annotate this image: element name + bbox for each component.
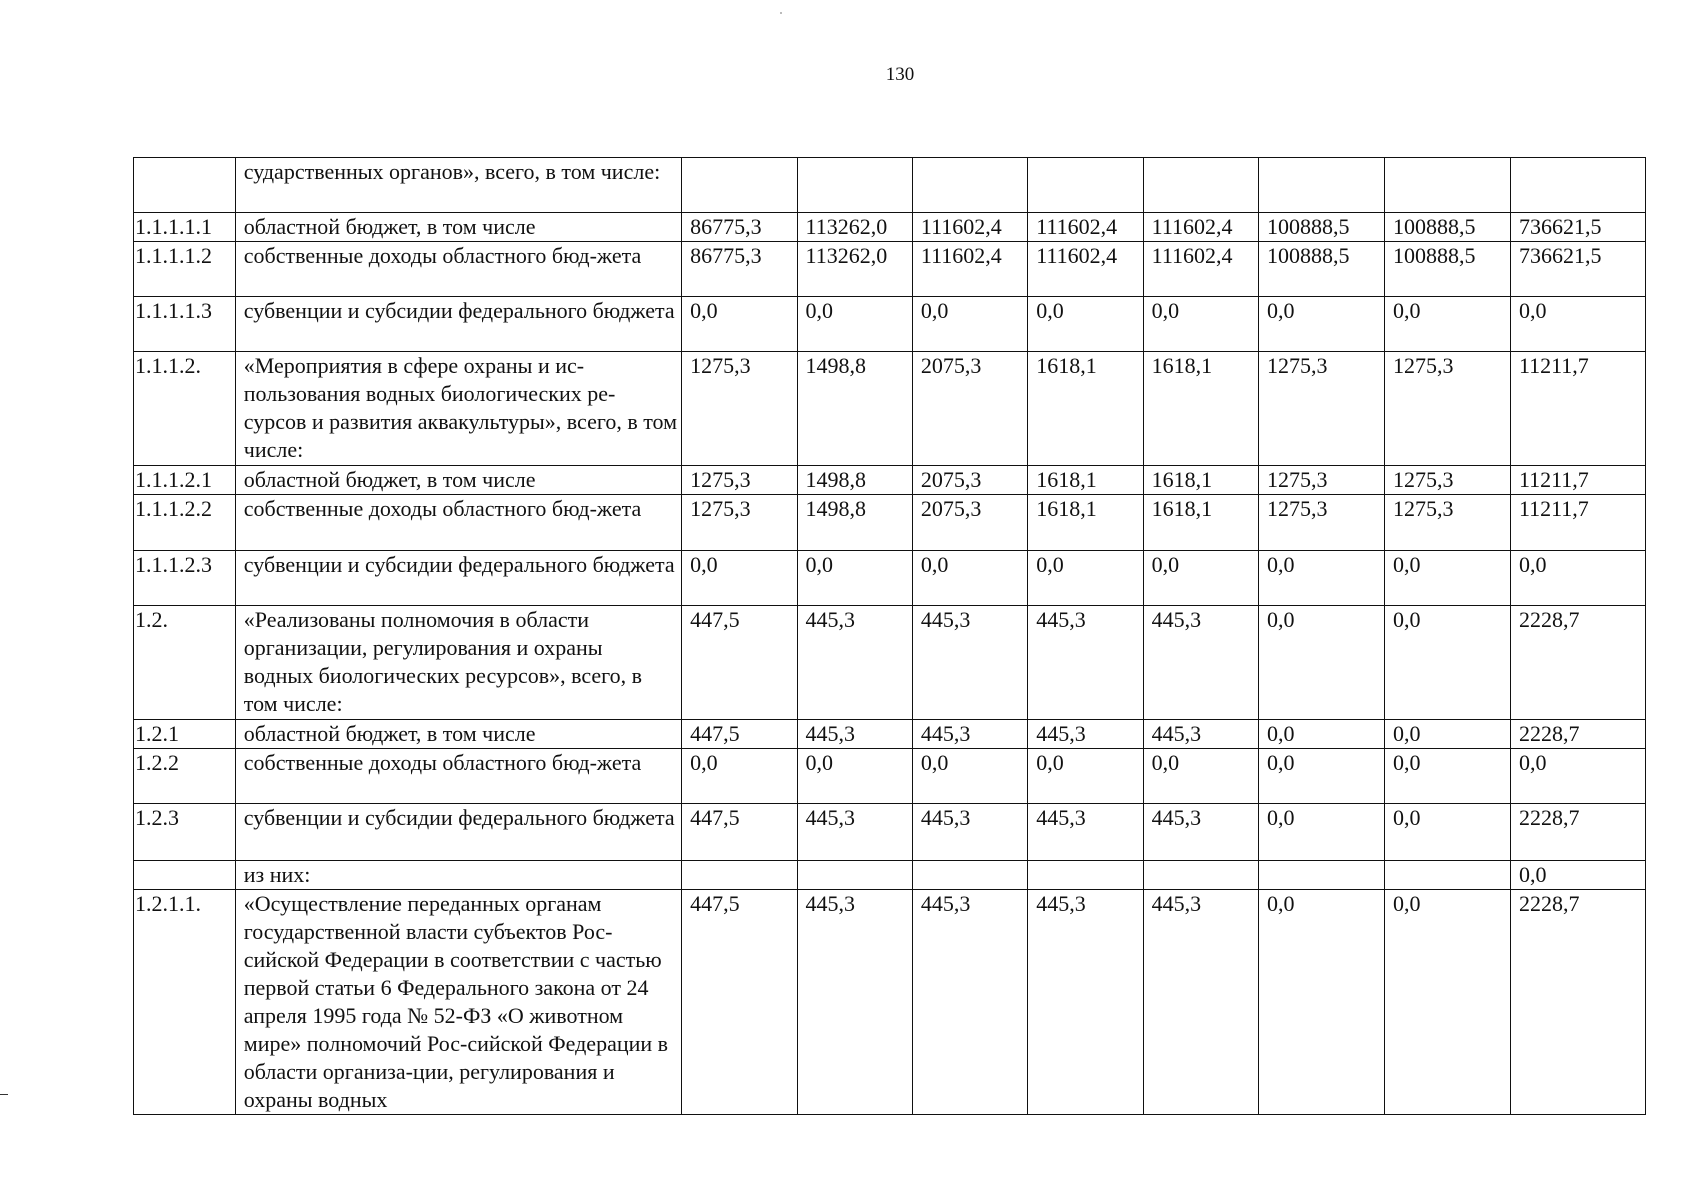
- value-cell: 0,0: [912, 749, 1027, 804]
- value-cell: 1618,1: [1143, 352, 1258, 466]
- page-number: 130: [885, 64, 915, 85]
- value-cell: 1618,1: [1028, 352, 1143, 466]
- value-cell: 445,3: [912, 720, 1027, 749]
- table-row: [134, 466, 1646, 495]
- row-code: 1.1.1.2.3: [134, 551, 236, 606]
- table-row: [134, 297, 1646, 352]
- value-cell: 111602,4: [1028, 242, 1143, 297]
- row-name: субвенции и субсидии федерального бюджета: [235, 297, 681, 352]
- value-cell: 0,0: [1143, 749, 1258, 804]
- value-cell: 111602,4: [912, 213, 1027, 242]
- value-cell: 447,5: [682, 890, 797, 1115]
- value-cell: 111602,4: [1143, 213, 1258, 242]
- value-cell: 100888,5: [1259, 213, 1385, 242]
- value-cell: 2228,7: [1510, 606, 1645, 720]
- value-cell: 445,3: [912, 890, 1027, 1115]
- row-code: 1.1.1.1.3: [134, 297, 236, 352]
- value-cell: [1510, 158, 1645, 213]
- row-code: 1.1.1.2.: [134, 352, 236, 466]
- table-row: [134, 158, 1646, 213]
- value-cell: 2075,3: [912, 466, 1027, 495]
- value-cell: 100888,5: [1384, 242, 1510, 297]
- value-cell: 2075,3: [912, 352, 1027, 466]
- value-cell: 86775,3: [682, 242, 797, 297]
- value-cell: 0,0: [1259, 749, 1385, 804]
- value-cell: 1275,3: [1259, 495, 1385, 551]
- value-cell: 1618,1: [1143, 466, 1258, 495]
- value-cell: 0,0: [1510, 297, 1645, 352]
- value-cell: 445,3: [1143, 606, 1258, 720]
- budget-table: [133, 157, 1646, 1115]
- value-cell: 445,3: [912, 606, 1027, 720]
- table-row: [134, 213, 1646, 242]
- value-cell: 86775,3: [682, 213, 797, 242]
- value-cell: 0,0: [1510, 551, 1645, 606]
- value-cell: 445,3: [797, 804, 912, 861]
- value-cell: 0,0: [1384, 551, 1510, 606]
- value-cell: 0,0: [1510, 861, 1645, 890]
- value-cell: 0,0: [1143, 551, 1258, 606]
- value-cell: 111602,4: [1143, 242, 1258, 297]
- value-cell: 1618,1: [1028, 466, 1143, 495]
- value-cell: 0,0: [797, 749, 912, 804]
- value-cell: [682, 158, 797, 213]
- table-row: [134, 551, 1646, 606]
- value-cell: 2228,7: [1510, 804, 1645, 861]
- value-cell: 0,0: [682, 551, 797, 606]
- value-cell: 447,5: [682, 606, 797, 720]
- value-cell: 1275,3: [682, 352, 797, 466]
- value-cell: 2075,3: [912, 495, 1027, 551]
- row-name: «Мероприятия в сфере охраны и ис-пользования водных биологических ре-сурсов и развития аквакультуры», всего, в том числе:: [235, 352, 681, 466]
- value-cell: 445,3: [1028, 804, 1143, 861]
- row-code: 1.2.: [134, 606, 236, 720]
- value-cell: 100888,5: [1259, 242, 1385, 297]
- value-cell: 0,0: [912, 551, 1027, 606]
- row-name: сударственных органов», всего, в том числе:: [235, 158, 681, 213]
- value-cell: 0,0: [912, 297, 1027, 352]
- value-cell: 445,3: [1028, 890, 1143, 1115]
- value-cell: 0,0: [682, 749, 797, 804]
- row-name: субвенции и субсидии федерального бюджета: [235, 551, 681, 606]
- value-cell: [1384, 861, 1510, 890]
- value-cell: 1498,8: [797, 466, 912, 495]
- value-cell: 1275,3: [1259, 352, 1385, 466]
- table-row: [134, 720, 1646, 749]
- value-cell: 0,0: [1384, 890, 1510, 1115]
- value-cell: 445,3: [1028, 720, 1143, 749]
- row-name: «Осуществление переданных органам государственной власти субъектов Рос-сийской Федерации в соответствии с частью первой статьи 6 Федерального закона от 24 апреля 1995 года № 52-ФЗ «О животном мире» полномочий Рос-сийской Федерации в области организа-ции, регулирования и охраны водных: [235, 890, 681, 1115]
- row-code: [134, 158, 236, 213]
- value-cell: 0,0: [1259, 720, 1385, 749]
- value-cell: [797, 861, 912, 890]
- value-cell: 11211,7: [1510, 495, 1645, 551]
- scan-speck: [780, 12, 782, 14]
- value-cell: 100888,5: [1384, 213, 1510, 242]
- value-cell: 11211,7: [1510, 466, 1645, 495]
- row-name: собственные доходы областного бюд-жета: [235, 242, 681, 297]
- value-cell: 11211,7: [1510, 352, 1645, 466]
- value-cell: 1618,1: [1028, 495, 1143, 551]
- value-cell: 0,0: [1384, 749, 1510, 804]
- value-cell: [1028, 158, 1143, 213]
- value-cell: 0,0: [797, 551, 912, 606]
- value-cell: 445,3: [797, 606, 912, 720]
- value-cell: [912, 158, 1027, 213]
- value-cell: [1384, 158, 1510, 213]
- value-cell: [1143, 158, 1258, 213]
- margin-mark: [0, 1094, 8, 1095]
- value-cell: [1028, 861, 1143, 890]
- value-cell: 0,0: [1143, 297, 1258, 352]
- value-cell: 1498,8: [797, 495, 912, 551]
- value-cell: [797, 158, 912, 213]
- value-cell: [1259, 158, 1385, 213]
- value-cell: 0,0: [682, 297, 797, 352]
- value-cell: 1618,1: [1143, 495, 1258, 551]
- value-cell: 0,0: [797, 297, 912, 352]
- value-cell: [912, 861, 1027, 890]
- row-code: 1.1.1.1.2: [134, 242, 236, 297]
- value-cell: 113262,0: [797, 213, 912, 242]
- row-code: 1.2.1: [134, 720, 236, 749]
- row-code: 1.2.2: [134, 749, 236, 804]
- row-code: 1.1.1.2.1: [134, 466, 236, 495]
- row-name: собственные доходы областного бюд-жета: [235, 749, 681, 804]
- value-cell: 1275,3: [682, 466, 797, 495]
- row-name: из них:: [235, 861, 681, 890]
- value-cell: 1275,3: [1384, 466, 1510, 495]
- table-row: [134, 861, 1646, 890]
- value-cell: 0,0: [1384, 297, 1510, 352]
- table-body: [134, 158, 1646, 1115]
- row-name: субвенции и субсидии федерального бюджета: [235, 804, 681, 861]
- row-name: областной бюджет, в том числе: [235, 213, 681, 242]
- row-code: 1.1.1.2.2: [134, 495, 236, 551]
- value-cell: 447,5: [682, 804, 797, 861]
- value-cell: [682, 861, 797, 890]
- value-cell: 445,3: [912, 804, 1027, 861]
- table-row: [134, 352, 1646, 466]
- value-cell: 445,3: [1028, 606, 1143, 720]
- row-code: 1.2.1.1.: [134, 890, 236, 1115]
- value-cell: 1275,3: [1259, 466, 1385, 495]
- value-cell: 736621,5: [1510, 213, 1645, 242]
- value-cell: 2228,7: [1510, 890, 1645, 1115]
- value-cell: 2228,7: [1510, 720, 1645, 749]
- value-cell: 445,3: [797, 890, 912, 1115]
- value-cell: 0,0: [1384, 720, 1510, 749]
- table-row: [134, 495, 1646, 551]
- table-row: [134, 804, 1646, 861]
- value-cell: 0,0: [1028, 749, 1143, 804]
- value-cell: 447,5: [682, 720, 797, 749]
- value-cell: [1259, 861, 1385, 890]
- row-name: областной бюджет, в том числе: [235, 466, 681, 495]
- value-cell: 111602,4: [912, 242, 1027, 297]
- row-code: [134, 861, 236, 890]
- table-row: [134, 606, 1646, 720]
- value-cell: 0,0: [1259, 606, 1385, 720]
- row-name: областной бюджет, в том числе: [235, 720, 681, 749]
- value-cell: 1275,3: [1384, 352, 1510, 466]
- value-cell: 445,3: [1143, 804, 1258, 861]
- row-code: 1.2.3: [134, 804, 236, 861]
- value-cell: [1143, 861, 1258, 890]
- row-name: собственные доходы областного бюд-жета: [235, 495, 681, 551]
- value-cell: 1498,8: [797, 352, 912, 466]
- value-cell: 1275,3: [1384, 495, 1510, 551]
- value-cell: 0,0: [1510, 749, 1645, 804]
- value-cell: 0,0: [1259, 551, 1385, 606]
- value-cell: 445,3: [797, 720, 912, 749]
- value-cell: 0,0: [1259, 297, 1385, 352]
- row-code: 1.1.1.1.1: [134, 213, 236, 242]
- value-cell: 0,0: [1259, 804, 1385, 861]
- value-cell: 0,0: [1028, 297, 1143, 352]
- value-cell: 111602,4: [1028, 213, 1143, 242]
- table-row: [134, 890, 1646, 1115]
- value-cell: 0,0: [1259, 890, 1385, 1115]
- table-row: [134, 242, 1646, 297]
- value-cell: 0,0: [1028, 551, 1143, 606]
- value-cell: 0,0: [1384, 804, 1510, 861]
- table-row: [134, 749, 1646, 804]
- row-name: «Реализованы полномочия в области организации, регулирования и охраны водных биологических ресурсов», всего, в том числе:: [235, 606, 681, 720]
- value-cell: 445,3: [1143, 720, 1258, 749]
- value-cell: 1275,3: [682, 495, 797, 551]
- value-cell: 113262,0: [797, 242, 912, 297]
- value-cell: 445,3: [1143, 890, 1258, 1115]
- value-cell: 736621,5: [1510, 242, 1645, 297]
- value-cell: 0,0: [1384, 606, 1510, 720]
